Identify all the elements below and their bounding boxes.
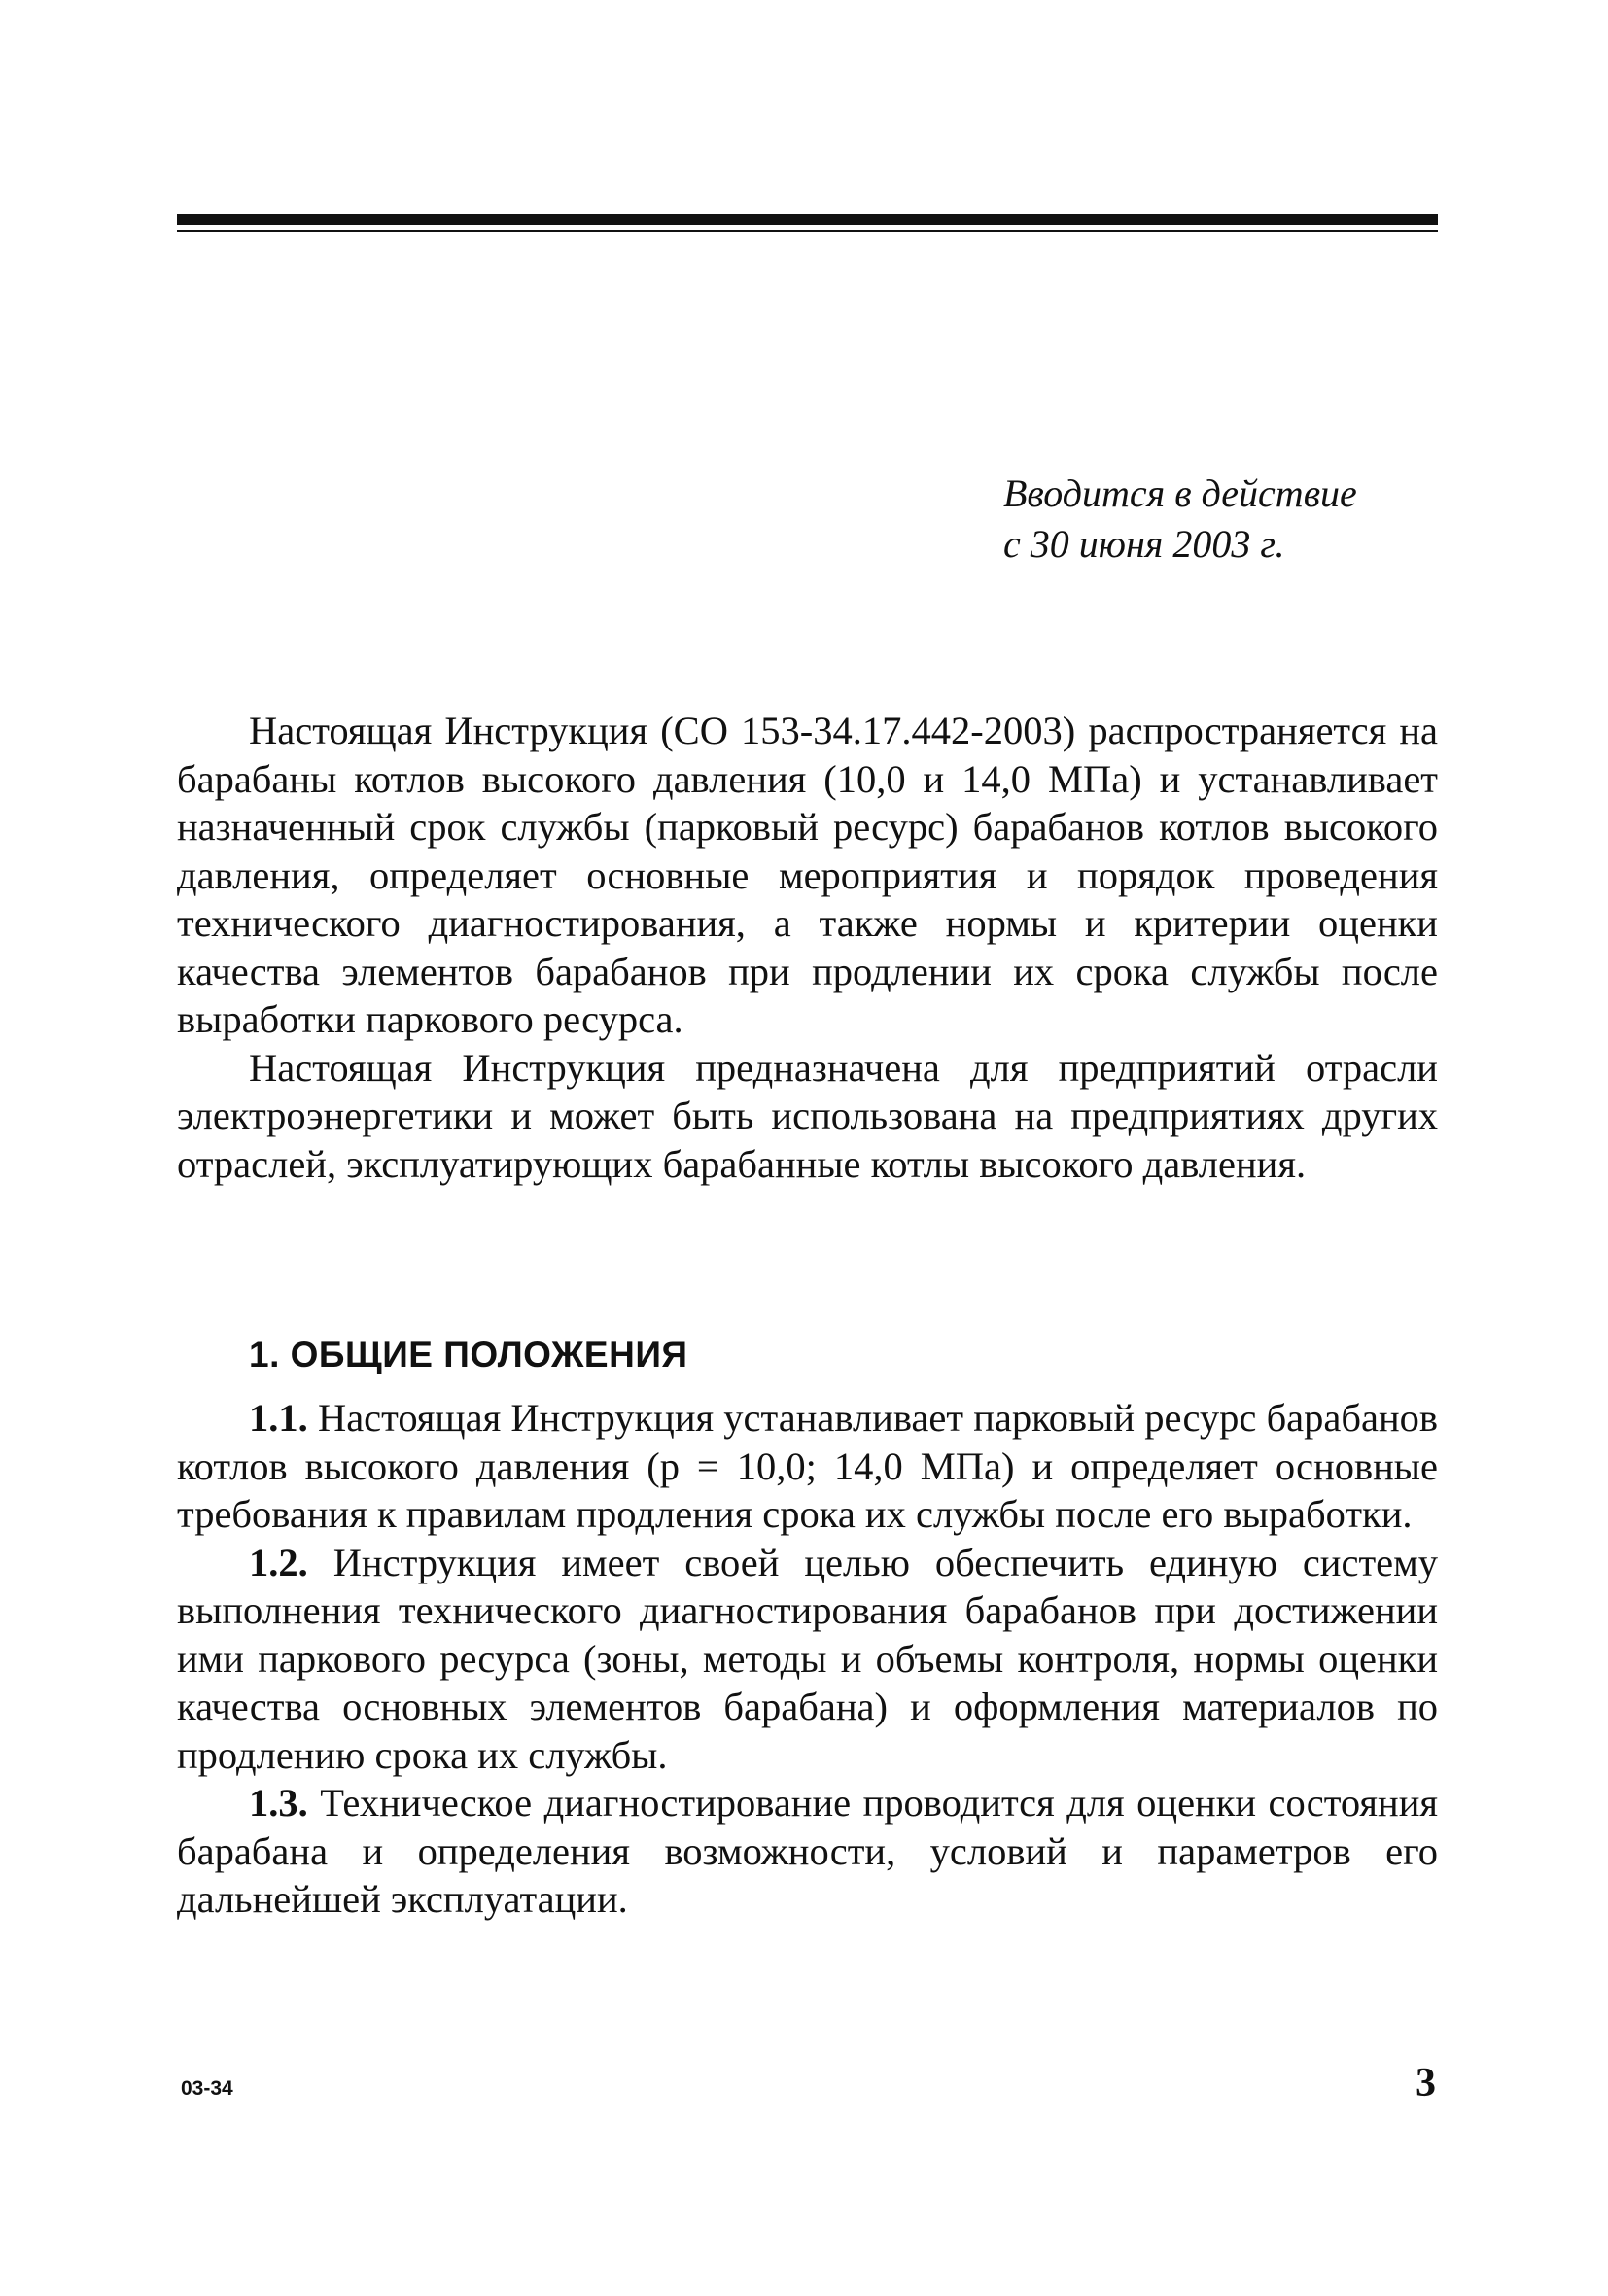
effective-date-block (1003, 469, 1451, 570)
clause-1-2 (177, 1539, 1438, 1780)
page-number: 3 (1416, 2061, 1436, 2105)
clause-text: Техническое диагностирование проводится для оценки состояния барабана и определения возможности, условий и параметров его дальнейшей эксплуатации. (177, 1781, 1438, 1921)
clause-1-1 (177, 1394, 1438, 1539)
clause-text: Инструкция имеет своей целью обеспечить единую систему выполнения технического диагностирования барабанов при достижении ими паркового ресурса (зоны, методы и объемы контроля, нормы оценки качества основных элементов барабана) и оформления материалов по продлению срока их службы. (177, 1540, 1438, 1777)
intro-paragraph-2: Настоящая Инструкция предназначена для предприятий отрасли электроэнергетики и может быть использована на предприятиях других отраслей, эксплуатирующих барабанные котлы высокого давления. (177, 1045, 1438, 1186)
footer-code: 03-34 (181, 2077, 233, 2100)
section-heading: 1. ОБЩИЕ ПОЛОЖЕНИЯ (249, 1335, 688, 1374)
section-body (177, 1394, 1438, 1924)
effective-date-line-2: с 30 июня 2003 г. (1003, 522, 1285, 566)
intro-paragraph-1: Настоящая Инструкция (СО 153-34.17.442-2003) распространяется на барабаны котлов высокого давления (10,0 и 14,0 МПа) и устанавливает назначенный срок службы (парковый ресурс) барабанов котлов высокого давления, определяет основные мероприятия и порядок проведения технического диагностирования, а также нормы и критерии оценки качества элементов барабанов при продлении их срока службы после выработки паркового ресурса. (177, 709, 1438, 1041)
header-rule-thick (177, 214, 1438, 225)
header-rule-thin (177, 230, 1438, 232)
clause-1-3 (177, 1779, 1438, 1924)
clause-number: 1.3. (249, 1781, 308, 1825)
clause-text: Настоящая Инструкция устанавливает парковый ресурс барабанов котлов высокого давления (p = 10,0; 14,0 МПа) и определяет основные требования к правилам продления срока их службы после его выработки. (177, 1396, 1439, 1536)
clause-number: 1.2. (249, 1540, 308, 1584)
clause-number: 1.1. (249, 1396, 308, 1440)
effective-date-line-1: Вводится в действие (1003, 471, 1357, 515)
intro-text (177, 707, 1438, 1188)
